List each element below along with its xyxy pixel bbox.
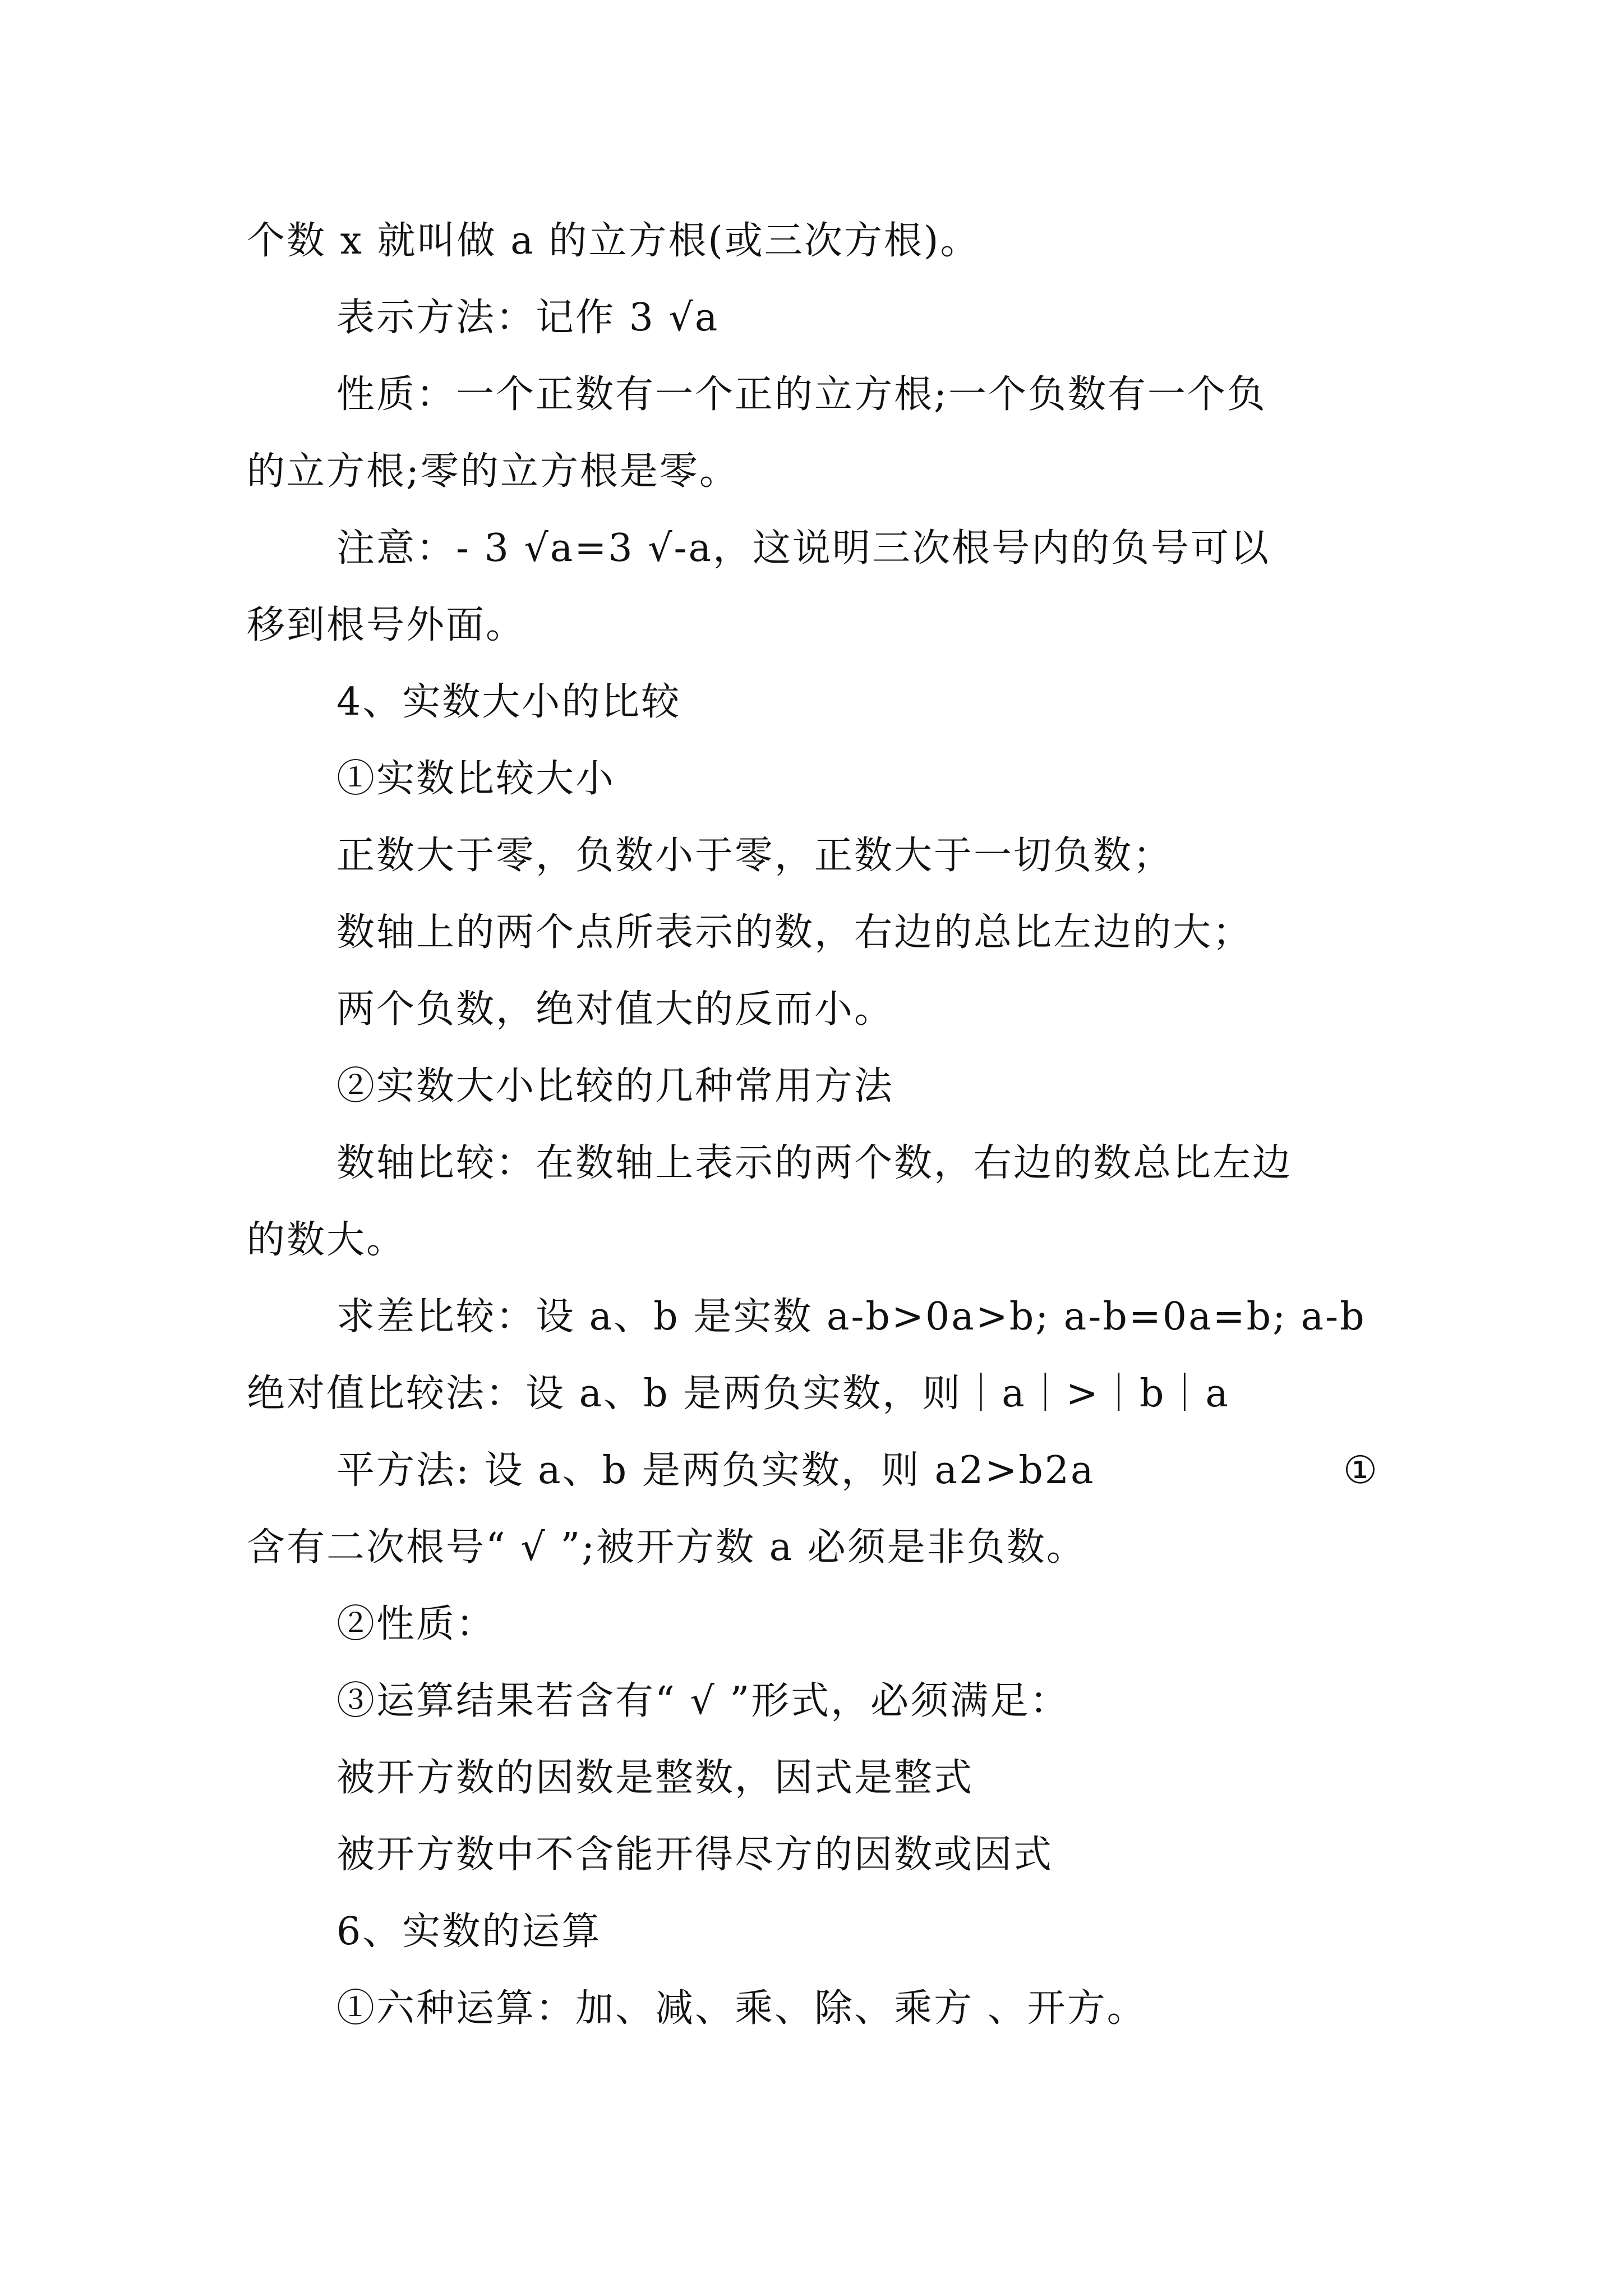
text-line: 数轴比较：在数轴上表示的两个数，右边的数总比左边 <box>336 1141 1293 1185</box>
section-heading: 6、实数的运算 <box>336 1910 602 1954</box>
text-line: 正数大于零，负数小于零，正数大于一切负数； <box>336 834 1173 878</box>
text-line: 绝对值比较法：设 a、b 是两负实数，则｜a｜>｜b｜a <box>247 1372 1230 1416</box>
text-line: ②实数大小比较的几种常用方法 <box>336 1064 895 1108</box>
text-line: 移到根号外面。 <box>247 603 526 647</box>
text-line: ①六种运算：加、减、乘、除、乘方 、开方。 <box>336 1986 1147 2031</box>
section-heading: 4、实数大小的比较 <box>336 680 681 724</box>
text-line: 被开方数中不含能开得尽方的因数或因式 <box>336 1833 1054 1877</box>
text-line: 个数 x 就叫做 a 的立方根(或三次方根)。 <box>247 219 980 263</box>
text-line: 的数大。 <box>247 1218 407 1262</box>
text-line: ③运算结果若含有“ √ ”形式，必须满足： <box>336 1679 1070 1723</box>
text-line: 的立方根;零的立方根是零。 <box>247 449 739 494</box>
text-line: 被开方数的因数是整数，因式是整式 <box>336 1756 974 1800</box>
circled-number-marker: ① <box>1343 1448 1377 1493</box>
text-line: 含有二次根号“ √ ”;被开方数 a 必须是非负数。 <box>247 1525 1086 1570</box>
text-line: ②性质： <box>336 1602 496 1646</box>
text-line: 平方法: 设 a、b 是两负实数，则 a2>b2a <box>336 1448 1095 1493</box>
text-line: 求差比较：设 a、b 是实数 a-b>0a>b; a-b=0a=b; a-b <box>336 1295 1366 1339</box>
text-line: 数轴上的两个点所表示的数，右边的总比左边的大； <box>336 910 1253 955</box>
text-line: ①实数比较大小 <box>336 757 616 801</box>
text-line: 性质：一个正数有一个正的立方根;一个负数有一个负 <box>336 372 1267 417</box>
text-line: 注意：- 3 √a=3 √-a，这说明三次根号内的负号可以 <box>336 526 1271 570</box>
text-line: 表示方法：记作 3 √a <box>336 296 720 340</box>
text-line: 两个负数，绝对值大的反而小。 <box>336 987 895 1032</box>
